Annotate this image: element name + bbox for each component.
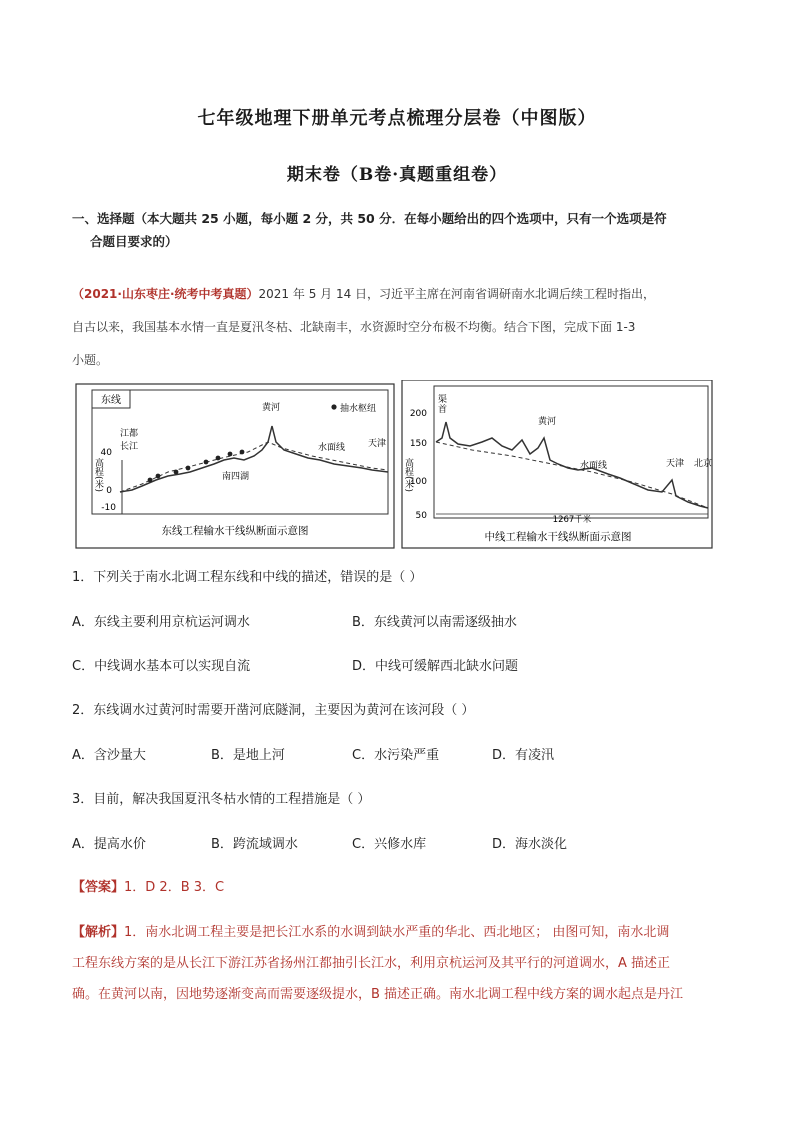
q1-option-a[interactable]: A．东线主要利用京杭运河调水 — [72, 615, 250, 630]
caption-middle: 中线工程输水干线纵断面示意图 — [484, 531, 632, 543]
page-subtitle: 期末卷（B卷·真题重组卷） — [286, 165, 508, 185]
east-tick-m10: -10 — [101, 503, 116, 513]
answer-value: 1．D 2．B 3．C — [124, 880, 225, 895]
intro-line-2: 自古以来，我国基本水情一直是夏汛冬枯、北缺南丰，水资源时空分布极不均衡。结合下图，完成下面 1-3 — [72, 320, 636, 334]
intro-line-3: 小题。 — [72, 353, 109, 367]
mid-ylabel: 高程(米) — [403, 458, 413, 493]
question-3: 3．目前，解决我国夏汛冬枯水情的工程措施是（ ） — [72, 792, 371, 807]
answer-label: 【答案】 — [72, 880, 125, 895]
q1-option-d[interactable]: D．中线可缓解西北缺水问题 — [352, 659, 519, 674]
label-waterline-mid: 水面线 — [580, 461, 608, 471]
q1-option-c[interactable]: C．中线调水基本可以实现自流 — [72, 659, 251, 674]
east-tag: 东线 — [101, 395, 121, 406]
label-tianjin-mid: 天津 — [666, 459, 685, 469]
question-2: 2．东线调水过黄河时需要开凿河底隧洞，主要因为黄河在该河段（ ） — [72, 703, 475, 718]
east-tick-40: 40 — [100, 448, 112, 458]
label-distance: 1267千米 — [552, 515, 592, 525]
q2-option-d[interactable]: D．有凌汛 — [492, 748, 555, 763]
q3-option-b[interactable]: B．跨流域调水 — [211, 837, 298, 852]
east-ylabel: 高程(米) — [93, 458, 103, 493]
mid-tick-50: 50 — [415, 511, 427, 521]
section-line-1: 一、选择题（本大题共 25 小题，每小题 2 分，共 50 分．在每小题给出的四个选项中，只有一个选项是符 — [72, 211, 667, 226]
figures — [72, 380, 732, 552]
q3-option-c[interactable]: C．兴修水库 — [352, 837, 427, 852]
label-nansihu: 南四湖 — [222, 472, 250, 482]
label-huanghe-east: 黄河 — [262, 403, 281, 413]
intro-line-1: 2021 年 5 月 14 日，习近平主席在河南省调研南水北调后续工程时指出， — [258, 287, 656, 301]
mid-tick-150: 150 — [409, 439, 427, 449]
east-tick-0: 0 — [106, 486, 112, 496]
answer-line — [72, 876, 224, 895]
label-beijing: 北京 — [694, 459, 713, 469]
analysis-paragraph — [72, 917, 732, 1010]
q2-option-c[interactable]: C．水污染严重 — [352, 748, 440, 763]
q2-option-a[interactable]: A．含沙量大 — [72, 748, 146, 763]
page-title: 七年级地理下册单元考点梳理分层卷（中图版） — [197, 108, 597, 129]
q3-option-d[interactable]: D．海水淡化 — [492, 837, 568, 852]
analysis-line-3: 确。在黄河以南，因地势逐渐变高而需要逐级提水，B 描述正确。南水北调工程中线方案的调水起点是丹江 — [72, 987, 684, 1002]
label-tianjin-east: 天津 — [368, 439, 387, 449]
q3-option-a[interactable]: A．提高水价 — [72, 837, 146, 852]
source-tag: （2021·山东枣庄·统考中考真题） — [72, 287, 259, 301]
question-1: 1．下列关于南水北调工程东线和中线的描述，错误的是（ ） — [72, 570, 423, 585]
caption-east: 东线工程输水干线纵断面示意图 — [161, 525, 309, 537]
q2-option-b[interactable]: B．是地上河 — [211, 748, 285, 763]
intro-paragraph — [72, 278, 732, 377]
analysis-line-2: 工程东线方案的是从长江下游江苏省扬州江都抽引长江水，利用京杭运河及其平行的河道调水，A 描述正 — [72, 956, 671, 971]
figure-pair — [72, 380, 732, 552]
label-qushou-1: 渠 — [438, 395, 448, 405]
analysis-label: 【解析】 — [72, 925, 125, 940]
mid-tick-200: 200 — [409, 409, 427, 419]
pump-legend-icon — [331, 404, 336, 409]
q1-option-b[interactable]: B．东线黄河以南需逐级抽水 — [352, 615, 517, 630]
figure-east-line — [76, 384, 394, 548]
label-jiangdu: 江都 — [120, 429, 139, 439]
pump-legend: 抽水枢纽 — [340, 404, 377, 414]
label-changjiang: 长江 — [120, 442, 139, 452]
label-huanghe-mid: 黄河 — [538, 417, 557, 427]
figure-middle-line — [402, 380, 712, 548]
label-waterline-east: 水面线 — [318, 443, 346, 453]
analysis-line-1: 1．南水北调工程主要是把长江水系的水调到缺水严重的华北、西北地区； 由图可知，南水北调 — [124, 925, 670, 940]
label-qushou-2: 首 — [438, 405, 448, 415]
mid-tick-100: 100 — [409, 477, 427, 487]
section-heading — [72, 207, 732, 253]
section-line-2: 合题目要求的） — [90, 234, 178, 249]
